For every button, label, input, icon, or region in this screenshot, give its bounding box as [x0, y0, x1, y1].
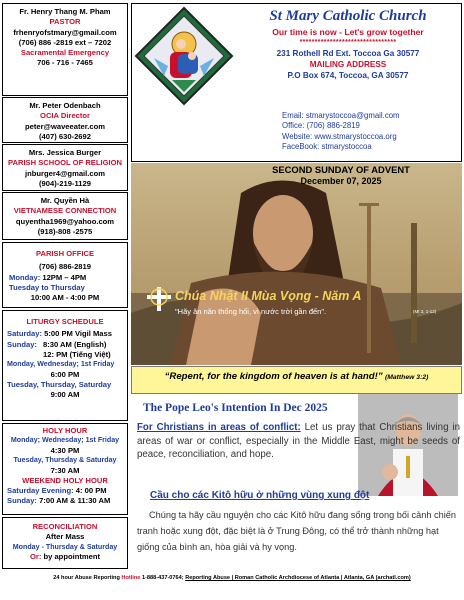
- reconciliation-or-label: Or:: [29, 552, 42, 562]
- pastor-name: Fr. Henry Thang M. Pham: [19, 7, 111, 16]
- intention-body: Let us pray that Christians living in areas of war or conflict, especially in the Middle East, might be seeds of peace, reconciliation, and hope.: [137, 422, 460, 461]
- office-link-label[interactable]: Office: [282, 121, 303, 131]
- hotline-number: 1-888-437-0764;: [140, 575, 184, 581]
- facebook-link-label[interactable]: FaceBook: [282, 141, 318, 151]
- liturgy-tts-time: 9:00 AM: [50, 390, 80, 400]
- liturgy-weekday-label: Monday, Wednesday; 1st Friday: [7, 360, 115, 368]
- office-tue-thu-label: Tuesday to Thursday: [9, 282, 85, 292]
- abuse-report-link[interactable]: Reporting Abuse | Roman Catholic Archdiocese of Atlanta | Atlanta, GA (archatl.com): [185, 575, 411, 581]
- emergency-phone: 706 - 716 - 7465: [37, 58, 93, 68]
- john-the-baptist-illustration: [131, 163, 462, 365]
- email-link-label[interactable]: Email: [282, 111, 302, 120]
- viet-cross-logo: [147, 287, 171, 311]
- gospel-quote-ref: (Matthew 3:2): [384, 374, 429, 381]
- office-monday-time: 12PM – 4PM: [42, 272, 87, 282]
- intention-title: The Pope Leo's Intention In Dec 2025: [143, 402, 328, 414]
- intention-heading: For Christians in areas of conflict:: [137, 422, 301, 433]
- intention-viet-heading: Cầu cho các Kitô hữu ở những vùng xung đột: [150, 490, 370, 501]
- emergency-label: Sacramental Emergency: [20, 48, 110, 57]
- holy-hour-title: HOLY HOUR: [42, 426, 88, 435]
- ocia-box: [2, 97, 128, 143]
- reconciliation-box: [2, 517, 128, 569]
- vietnamese-phone: (918)-808 -2575: [37, 226, 93, 236]
- reconciliation-or-text: by appointment: [43, 552, 101, 562]
- liturgy-sat-text: 5:00 PM Vigil Mass: [44, 329, 112, 339]
- church-office-phone: (706) 886-2819: [306, 121, 360, 131]
- reconciliation-line2: Monday - Thursday & Saturday: [12, 542, 118, 551]
- pastor-role: PASTOR: [49, 17, 81, 27]
- office-tue-thu-time: 10:00 AM - 4:00 PM: [30, 293, 100, 302]
- hotline-prefix: 24 hour Abuse Reporting: [53, 575, 122, 581]
- weekend-sun-time: 7:00 AM & 11:30 AM: [39, 496, 111, 506]
- religion-email[interactable]: jnburger4@gmail.com: [25, 168, 105, 178]
- office-title: PARISH OFFICE: [35, 249, 95, 258]
- sunday-title: SECOND SUNDAY OF ADVENT: [272, 164, 410, 175]
- advent-banner-image: [131, 163, 462, 365]
- liturgy-sun-text1: 8:30 AM (English): [43, 339, 107, 349]
- reconciliation-line1: After Mass: [45, 532, 85, 542]
- intention-english: [137, 421, 460, 462]
- religion-role: PARISH SCHOOL OF RELIGION: [7, 158, 123, 168]
- sunday-date: December 07, 2025: [300, 176, 382, 186]
- holy-hour-line1: Monday; Wednesday; 1st Friday: [10, 436, 120, 445]
- pastor-email[interactable]: frhenryofstmary@gmail.com: [13, 27, 117, 37]
- weekend-sat-time: 4: 00 PM: [75, 486, 107, 496]
- pastor-phone: (706) 886 -2819 ext – 7202: [18, 37, 112, 47]
- church-tagline: Our time is now - Let's grow together: [272, 27, 424, 37]
- office-box: [2, 242, 128, 308]
- hotline-label: Hotline: [121, 575, 141, 581]
- liturgy-tts-label: Tuesday, Thursday, Saturday: [7, 379, 112, 389]
- viet-sunday-title: Chúa Nhật II Mùa Vọng - Năm A: [175, 289, 362, 303]
- stained-glass-logo: [134, 6, 234, 106]
- office-monday-label: Monday:: [9, 272, 41, 282]
- street-address: 231 Rothell Rd Ext. Toccoa Ga 30577: [276, 49, 420, 58]
- reconciliation-title: RECONCILIATION: [32, 522, 98, 531]
- vietnamese-name: Mr. Quyền Hà: [40, 196, 90, 205]
- liturgy-sat-label: Saturday:: [7, 329, 43, 339]
- intention-viet-body: Chúng ta hãy cầu nguyện cho các Kitô hữu đang sống trong bối cảnh chiến tranh hoặc xung đột, đặc biệt là ở Trung Đông, có thể trở thành những hạt giống của bình an, hòa giải và hy vọng.: [137, 510, 457, 552]
- gospel-quote-box: [131, 366, 462, 394]
- ocia-email[interactable]: peter@waveeater.com: [24, 121, 105, 131]
- footer: [2, 574, 462, 582]
- church-email[interactable]: stmarystoccoa@gmail.com: [305, 111, 400, 120]
- ocia-name: Mr. Peter Odenbach: [29, 101, 101, 110]
- vietnamese-box: [2, 192, 128, 240]
- mailing-address-label: MAILING ADDRESS: [309, 60, 387, 69]
- weekend-sat-label: Saturday Evening:: [7, 486, 74, 496]
- liturgy-sun-text2: 12: PM (Tiếng Việt): [43, 349, 111, 359]
- liturgy-weekday-time: 6:00 PM: [50, 369, 80, 379]
- vietnamese-role: VIETNAMESE CONNECTION: [13, 206, 117, 216]
- liturgy-box: [2, 310, 128, 421]
- po-box-address: P.O Box 674, Toccoa, GA 30577: [287, 71, 409, 80]
- ocia-role: OCIA Director: [40, 111, 90, 121]
- liturgy-sun-label: Sunday:: [7, 339, 37, 349]
- office-phone: (706) 886-2819: [39, 262, 91, 272]
- viet-scripture-ref: (Mt 3, 1-12): [413, 309, 437, 314]
- holy-hour-box: [2, 423, 128, 515]
- weekend-holy-hour-title: WEEKEND HOLY HOUR: [22, 475, 108, 485]
- weekend-sun-label: Sunday:: [7, 496, 37, 506]
- pastor-box: [2, 3, 128, 96]
- church-website[interactable]: www.stmarystoccoa.org: [314, 131, 397, 141]
- ocia-phone: (407) 630-2692: [39, 131, 91, 141]
- gospel-quote-text: “Repent, for the kingdom of heaven is at hand!”: [164, 371, 383, 382]
- website-link-label[interactable]: Website: [282, 131, 311, 141]
- church-name: St Mary Catholic Church: [269, 8, 427, 24]
- holy-hour-line2: Tuesday, Thursday & Saturday: [13, 456, 117, 465]
- church-header: St Mary Catholic Church Our time is now - Let's grow together ******************************** 231 Rothell Rd Ext. Toccoa Ga 30577 MAILING ADDRESS P.O Box 674, Toccoa, GA 30577 Email: stmarystoccoa@gmail.com Office: (706) 886-2819 Website: www.stmarystoccoa.org FaceBook: stmarystoccoa: [131, 3, 462, 162]
- religion-name: Mrs. Jessica Burger: [28, 148, 102, 157]
- vietnamese-email[interactable]: quyentha1969@yahoo.com: [15, 216, 115, 226]
- viet-sunday-quote: "Hãy ăn năn thống hối, vì nước trời gần đến".: [175, 307, 327, 316]
- religion-phone: (904)-219-1129: [39, 178, 91, 188]
- holy-hour-line1-time: 4:30 PM: [50, 445, 80, 455]
- holy-hour-line2-time: 7:30 AM: [50, 465, 80, 475]
- religion-box: [2, 144, 128, 191]
- liturgy-title: LITURGY SCHEDULE: [26, 317, 104, 326]
- tagline-divider: ********************************: [299, 39, 397, 46]
- church-facebook[interactable]: stmarystoccoa: [321, 141, 372, 151]
